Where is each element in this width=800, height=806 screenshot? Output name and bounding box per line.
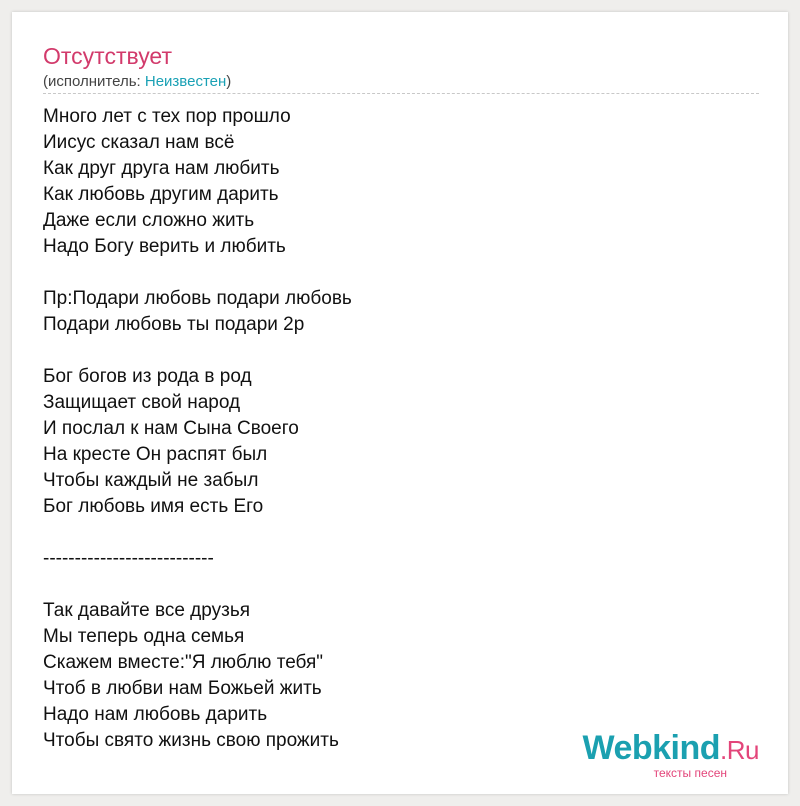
logo-main-text: Webkind — [582, 729, 721, 767]
lyric-line: Бог любовь имя есть Его — [43, 496, 264, 517]
lyric-line: Надо нам любовь дарить — [43, 704, 268, 725]
lyric-line — [43, 520, 743, 546]
artist-suffix: ) — [226, 73, 232, 90]
lyric-line — [43, 572, 743, 598]
lyric-line: Бог богов из рода в род — [43, 366, 252, 387]
lyric-line: Даже если сложно жить — [43, 210, 255, 231]
webkind-logo[interactable] — [569, 728, 759, 778]
lyric-line: Подари любовь ты подари 2р — [43, 314, 305, 335]
logo-tagline: тексты песен — [653, 766, 727, 780]
artist-link[interactable]: Неизвестен — [144, 73, 227, 90]
artist-line — [43, 73, 231, 91]
lyrics-text — [43, 104, 743, 754]
lyric-line: Иисус сказал нам всё — [43, 132, 235, 153]
logo-wordmark — [582, 728, 759, 770]
song-title: Отсутствует — [43, 43, 172, 69]
lyric-line: Пр:Подари любовь подари любовь — [43, 288, 352, 309]
lyric-line: Надо Богу верить и любить — [43, 236, 286, 257]
header-divider — [43, 93, 759, 94]
lyric-line: Так давайте все друзья — [43, 600, 251, 621]
lyrics-card — [12, 12, 788, 794]
lyric-line: Чтобы каждый не забыл — [43, 470, 259, 491]
lyric-line: Чтоб в любви нам Божьей жить — [43, 678, 322, 699]
lyric-line: Чтобы свято жизнь свою прожить — [43, 730, 339, 751]
lyric-line: На кресте Он распят был — [43, 444, 268, 465]
lyric-line: --------------------------- — [43, 548, 214, 569]
lyric-line: Мы теперь одна семья — [43, 626, 245, 647]
lyric-line: Скажем вместе:"Я люблю тебя" — [43, 652, 324, 673]
lyric-line — [43, 260, 743, 286]
logo-tld: .Ru — [720, 735, 759, 765]
artist-prefix: (исполнитель: — [43, 73, 145, 90]
lyric-line: И послал к нам Сына Своего — [43, 418, 299, 439]
lyric-line — [43, 338, 743, 364]
lyric-line: Как друг друга нам любить — [43, 158, 280, 179]
lyric-line: Как любовь другим дарить — [43, 184, 279, 205]
lyric-line: Много лет с тех пор прошло — [43, 106, 291, 127]
lyric-line: Защищает свой народ — [43, 392, 241, 413]
